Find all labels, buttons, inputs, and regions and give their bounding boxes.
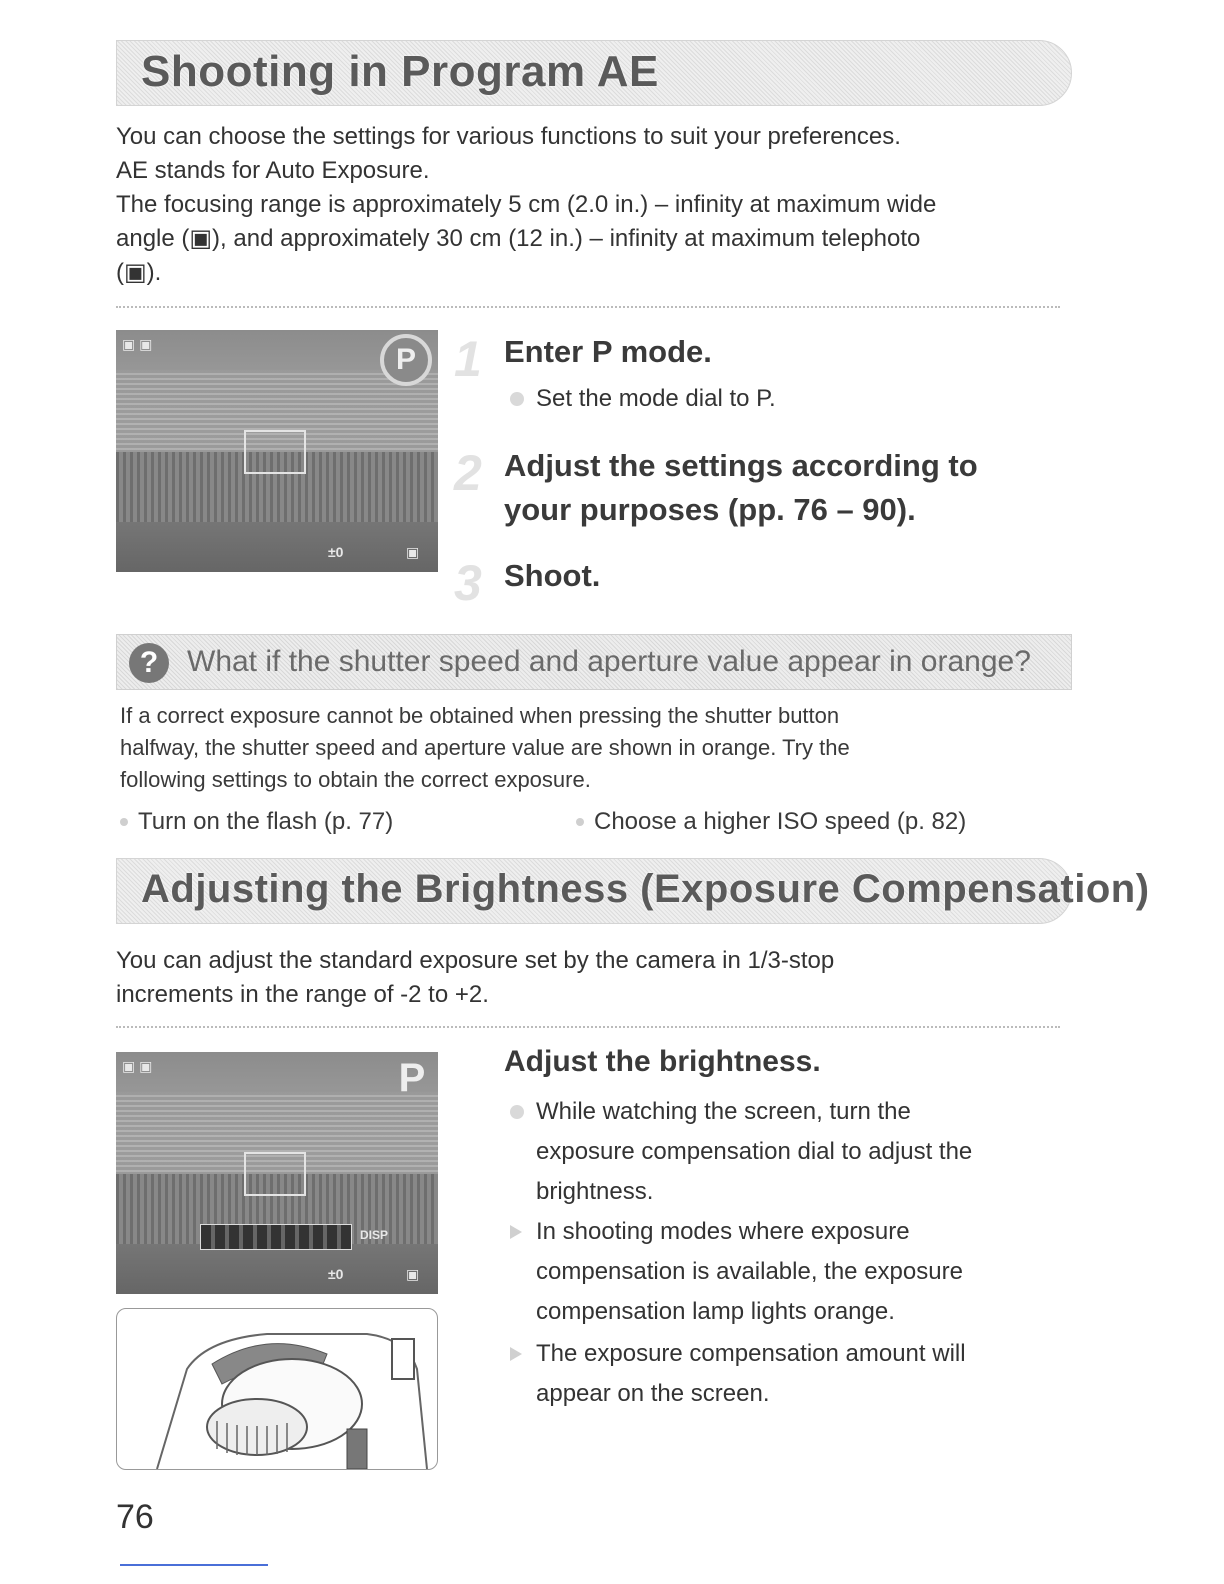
text-line: (▣). (116, 259, 162, 286)
question-icon: ? (129, 643, 169, 683)
osd-iso: ▣ (406, 1266, 420, 1282)
exposure-scale (200, 1224, 352, 1250)
tip-text: Turn on the flash (p. 77) (138, 808, 394, 835)
step-title-1: Enter P mode. (504, 334, 712, 369)
text-line: following settings to obtain the correct exposure. (120, 767, 591, 792)
step-number-3: 3 (454, 555, 482, 611)
page-number: 76 (116, 1498, 154, 1536)
step-title-3: Shoot. (504, 558, 601, 593)
bullet-text: appear on the screen. (536, 1380, 770, 1407)
step-title-2 (504, 444, 978, 532)
text-line: increments in the range of -2 to +2. (116, 981, 489, 1008)
osd-top-left: ▣ ▣ (122, 336, 153, 352)
dial-drawing (117, 1309, 438, 1470)
exposure-bullet-3 (510, 1334, 966, 1414)
af-frame (244, 1152, 306, 1196)
osd-exposure: ±0 (328, 1266, 344, 1282)
section-title: Shooting in Program AE (141, 47, 659, 96)
bullet-text: brightness. (536, 1178, 654, 1205)
text-line: AE stands for Auto Exposure. (116, 157, 430, 184)
text-line: angle (▣), and approximately 30 cm (12 in.) – infinity at maximum telephoto (116, 225, 921, 252)
footer-rule (120, 1564, 268, 1566)
qa-title: What if the shutter speed and aperture value appear in orange? (187, 645, 1031, 678)
section-header-program-ae (116, 40, 1072, 106)
qa-header (116, 634, 1072, 690)
mode-p-badge: P (380, 334, 432, 386)
exposure-bullet-1 (510, 1092, 972, 1212)
arrow-right-icon (510, 1225, 522, 1239)
osd-disp: DISP (360, 1228, 389, 1242)
bullet-text: compensation lamp lights orange. (536, 1298, 895, 1325)
text-line: halfway, the shutter speed and aperture value are shown in orange. Try the (120, 735, 850, 760)
bullet-text: compensation is available, the exposure (536, 1258, 963, 1285)
divider (116, 306, 1060, 308)
text-line: You can adjust the standard exposure set by the camera in 1/3-stop (116, 947, 835, 974)
step-bullet-1 (510, 382, 776, 416)
text-line: If a correct exposure cannot be obtained when pressing the shutter button (120, 703, 840, 728)
exposure-step-title: Adjust the brightness. (504, 1045, 821, 1078)
bullet-text: In shooting modes where exposure (536, 1218, 910, 1245)
step-title-line: Adjust the settings according to (504, 448, 978, 483)
qa-tip-2 (576, 806, 966, 838)
section-title: Adjusting the Brightness (Exposure Compensation) (141, 867, 1150, 911)
tip-text: Choose a higher ISO speed (p. 82) (594, 808, 967, 835)
section-header-exposure-compensation (116, 858, 1150, 924)
mode-p-badge: P (398, 1056, 426, 1100)
tip-dot-icon (576, 818, 584, 826)
bullet-text: While watching the screen, turn the (536, 1098, 911, 1125)
exposure-intro-paragraph (116, 944, 1076, 1012)
step-number-1: 1 (454, 331, 482, 387)
bullet-text: Set the mode dial to P. (536, 385, 776, 412)
osd-iso: ▣ (406, 544, 420, 560)
text-line: The focusing range is approximately 5 cm (2.0 in.) – infinity at maximum wide (116, 191, 937, 218)
qa-tip-1 (120, 806, 393, 838)
intro-paragraph (116, 120, 1076, 290)
osd-top-left: ▣ ▣ (122, 1058, 153, 1074)
text-line: You can choose the settings for various functions to suit your preferences. (116, 123, 901, 150)
tip-dot-icon (120, 818, 128, 826)
exposure-dial-illustration (116, 1308, 438, 1470)
divider (116, 1026, 1060, 1028)
step-title-line: your purposes (pp. 76 – 90). (504, 492, 916, 527)
bullet-dot-icon (510, 392, 524, 406)
qa-paragraph (120, 700, 1070, 796)
bullet-text: exposure compensation dial to adjust the (536, 1138, 973, 1165)
bullet-text: The exposure compensation amount will (536, 1340, 966, 1367)
af-frame (244, 430, 306, 474)
camera-screen-exposure (116, 1052, 438, 1294)
step-number-2: 2 (454, 445, 482, 501)
osd-exposure: ±0 (328, 544, 344, 560)
camera-screen-p-mode (116, 330, 438, 572)
exposure-bullet-2 (510, 1212, 963, 1332)
arrow-right-icon (510, 1347, 522, 1361)
bullet-dot-icon (510, 1105, 524, 1119)
